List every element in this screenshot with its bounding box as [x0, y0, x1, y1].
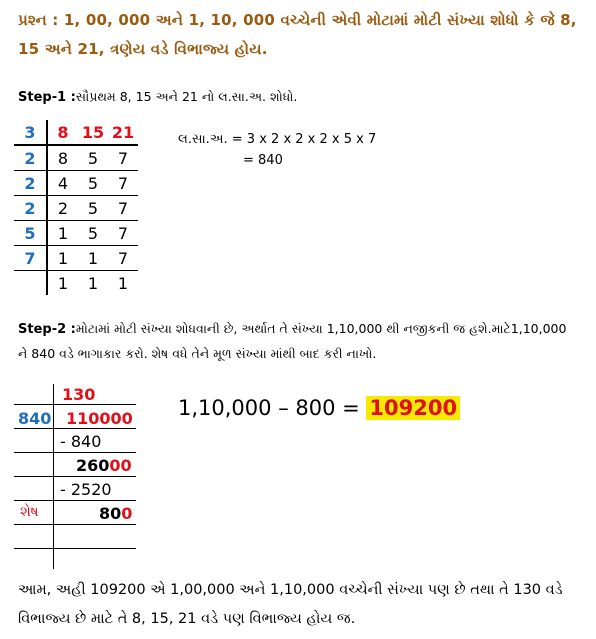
- division-remainder-final: [99, 504, 132, 523]
- lcm-cell: 5: [78, 171, 108, 196]
- lcm-header-row: [14, 120, 138, 145]
- lcm-cell: 1: [87, 273, 99, 293]
- remainder-label: શેષ: [20, 504, 39, 520]
- lcm-cell: 5: [78, 196, 108, 221]
- step2-text1: મોટામાં મોટી સંખ્યા શોધવાની છે, અર્થાત તે સંખ્યા 1,10,000 થી નજીકની જ હશે.માટે1,10,000: [75, 321, 567, 336]
- step2-line1: [18, 318, 566, 337]
- lcm-divisor: 3: [14, 120, 47, 145]
- division-dividend: 110000: [66, 409, 133, 428]
- lcm-cell: 7: [108, 246, 138, 271]
- lcm-row: [14, 271, 138, 296]
- lcm-cell: 2: [47, 196, 78, 221]
- lcm-row: [14, 196, 138, 221]
- division-divisor: 840: [18, 409, 52, 428]
- division-line: [14, 524, 136, 525]
- lcm-calc-line2: = 840: [243, 153, 283, 168]
- lcm-row: [14, 221, 138, 246]
- question-text: પ્રશ્ન : 1, 00, 000 અને 1, 10, 000 વચ્ચેની એવી મોટામાં મોટી સંખ્યા શોધો કે જે 8, 15 અને 21, ત્રણેય વડે વિભાજ્ય હોય.: [18, 11, 577, 58]
- division-quotient: 130: [62, 385, 96, 404]
- lcm-cell: 1: [57, 273, 69, 293]
- remainder-1-digits: 260: [76, 456, 110, 475]
- lcm-cell: 1: [47, 246, 78, 271]
- lcm-cell: 8: [47, 120, 78, 145]
- lcm-cell: 5: [78, 145, 108, 171]
- division-line: [14, 428, 136, 429]
- lcm-row: [14, 246, 138, 271]
- lcm-divisor: 5: [14, 221, 47, 246]
- lcm-divisor: 2: [14, 171, 47, 196]
- lcm-cell: 21: [108, 120, 138, 145]
- lcm-cell: 4: [47, 171, 78, 196]
- lcm-cell: 7: [108, 196, 138, 221]
- division-subtract-1: - 840: [60, 432, 102, 451]
- lcm-row: [14, 171, 138, 196]
- step1-text: સૌપ્રથમ 8, 15 અને 21 નો લ.સા.અ. શોધો.: [75, 89, 298, 104]
- division-line: [14, 500, 136, 501]
- result-equation: [178, 396, 460, 420]
- conclusion-text: આમ, અહી 109200 એ 1,00,000 અને 1,10,000 વચ્ચેની સંખ્યા પણ છે તથા તે 130 વડે વિભાજ્ય છે માટે તે 8, 15, 21 વડે પણ વિભાજ્ય હોય જ.: [18, 582, 563, 627]
- lcm-cell: 1: [78, 246, 108, 271]
- lcm-table: [14, 120, 138, 295]
- equation-answer: 109200: [366, 396, 460, 420]
- division-line: [14, 404, 136, 405]
- lcm-cell: 15: [78, 120, 108, 145]
- step2-text2: ને 840 વડે ભાગાકાર કરો. શેષ વધે તેને મૂળ સંખ્યા માંથી બાદ કરી નાખો.: [18, 346, 377, 361]
- lcm-cell: 1: [117, 273, 129, 293]
- division-line: [14, 452, 136, 453]
- division-subtract-2: - 2520: [60, 480, 112, 499]
- lcm-cell: 7: [108, 145, 138, 171]
- lcm-cell: 7: [108, 221, 138, 246]
- step1-title: Step-1 :: [18, 90, 76, 105]
- remainder-final-red-digit: 0: [121, 504, 133, 523]
- remainder-final-digits: 80: [99, 504, 122, 523]
- remainder-1-red-digits: 00: [109, 456, 132, 475]
- lcm-cell: 5: [78, 221, 108, 246]
- lcm-divisor: 2: [14, 145, 47, 171]
- division-line: [14, 476, 136, 477]
- division-remainder-1: [76, 456, 132, 475]
- lcm-calc-line1: લ.સા.અ. = 3 x 2 x 2 x 2 x 5 x 7: [178, 132, 377, 147]
- step1-line: [18, 86, 297, 105]
- lcm-row: [14, 145, 138, 171]
- lcm-divisor: [14, 271, 47, 296]
- lcm-divisor: 7: [14, 246, 47, 271]
- lcm-cell: 8: [47, 145, 78, 171]
- lcm-cell: 1: [47, 221, 78, 246]
- lcm-divisor: 2: [14, 196, 47, 221]
- step2-title: Step-2 :: [18, 322, 76, 337]
- division-line: [14, 548, 136, 549]
- lcm-cell: 7: [108, 171, 138, 196]
- equation-expression: 1,10,000 – 800 =: [178, 396, 360, 420]
